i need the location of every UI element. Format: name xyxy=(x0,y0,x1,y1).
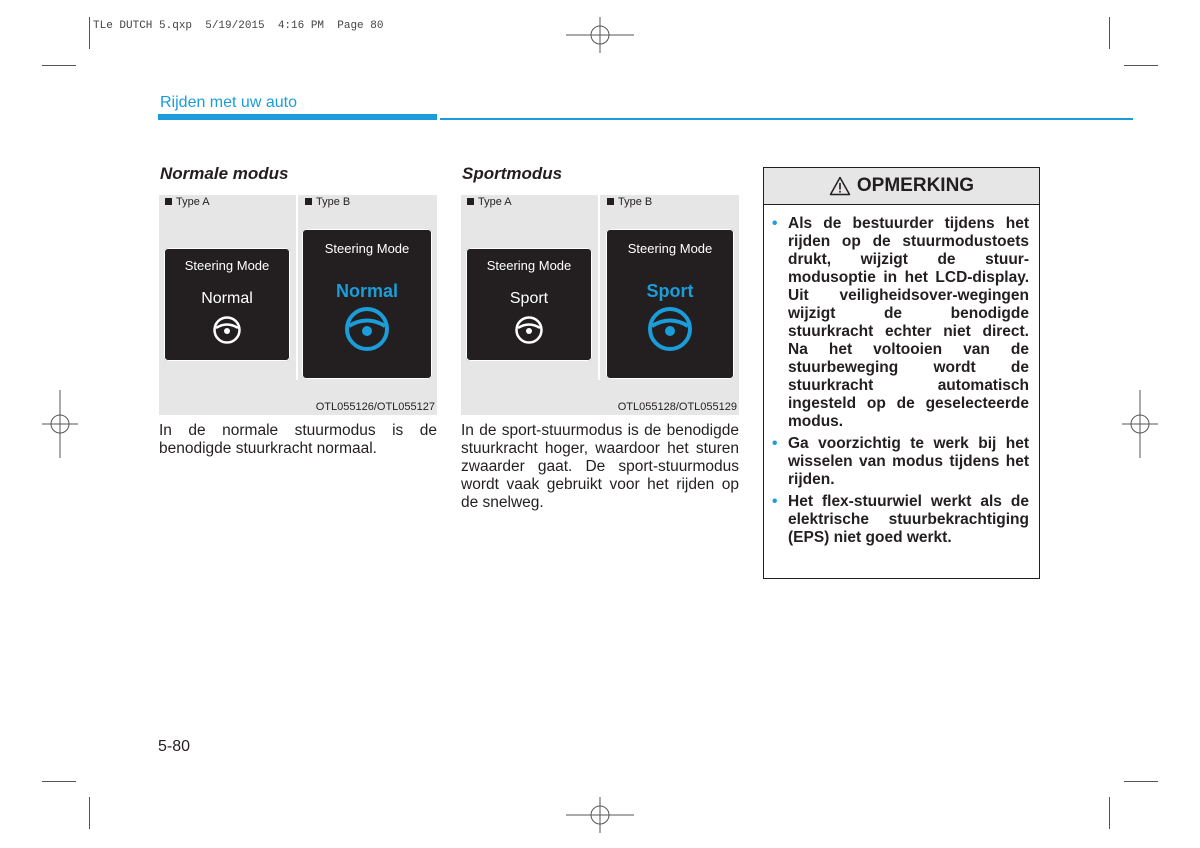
note-box xyxy=(763,167,1040,579)
note-title: OPMERKING xyxy=(856,175,975,196)
screen-title: Steering Mode xyxy=(184,258,270,273)
steering-wheel-icon xyxy=(212,315,242,345)
print-slug: TLe DUTCH 5.qxp 5/19/2015 4:16 PM Page 80 xyxy=(93,20,384,32)
steering-wheel-icon xyxy=(514,315,544,345)
registration-mark-icon xyxy=(566,797,634,833)
type-a-label: Type A xyxy=(165,196,210,208)
lcd-screen-type-a xyxy=(466,248,592,361)
mode-label: Normal xyxy=(201,290,253,307)
image-code: OTL055128/OTL055129 xyxy=(617,401,737,413)
mode-label: Normal xyxy=(335,281,398,301)
normal-illustration-panel xyxy=(159,195,437,415)
warning-icon xyxy=(829,176,851,196)
screen-title: Steering Mode xyxy=(627,241,713,256)
image-code: OTL055126/OTL055127 xyxy=(315,401,435,413)
screen-title: Steering Mode xyxy=(486,258,572,273)
steering-wheel-icon xyxy=(343,305,391,353)
registration-mark-icon xyxy=(1122,390,1158,458)
panel-divider xyxy=(598,195,600,380)
normal-mode-description: In de normale stuurmodus is de benodigde stuurkracht normaal. xyxy=(159,422,437,457)
registration-mark-icon xyxy=(42,390,78,458)
lcd-screen-type-b xyxy=(302,229,432,379)
lcd-screen-type-b xyxy=(606,229,734,379)
steering-wheel-icon xyxy=(646,305,694,353)
type-b-label: Type B xyxy=(305,196,350,208)
registration-mark-icon xyxy=(566,17,634,53)
sport-illustration-panel xyxy=(461,195,739,415)
note-list xyxy=(772,215,1029,551)
panel-divider xyxy=(296,195,298,380)
screen-title: Steering Mode xyxy=(324,241,410,256)
note-item: • Het flex-stuurwiel werkt als de elektrische stuurbekrachtiging (EPS) niet goed werkt. xyxy=(772,493,1029,546)
note-item: • Als de bestuurder tijdens het rijden op de stuurmodustoets drukt, wijzigt de stuur-modusoptie in het LCD-display. Uit veiligheidsover-wegingen wijzigt de benodigde stuurkracht echter niet direct. Na het voltooien van de stuurbeweging wordt de stuurkracht automatisch ingesteld op de geselecteerde modus. xyxy=(772,215,1029,430)
normal-mode-heading: Normale modus xyxy=(160,164,289,183)
mode-label: Sport xyxy=(646,281,694,301)
mode-label: Sport xyxy=(509,290,549,307)
header-rule-thin xyxy=(440,118,1133,120)
type-a-label: Type A xyxy=(467,196,512,208)
note-item: • Ga voorzichtig te werk bij het wisselen van modus tijdens het rijden. xyxy=(772,435,1029,488)
section-title: Rijden met uw auto xyxy=(160,94,297,111)
type-b-label: Type B xyxy=(607,196,652,208)
sport-mode-description: In de sport-stuurmodus is de benodigde stuurkracht hoger, waardoor het sturen zwaarder gaat. De sport-stuurmodus wordt vaak gebruikt voor het rijden op de snelweg. xyxy=(461,422,739,511)
header-rule-thick xyxy=(158,114,437,120)
note-header xyxy=(764,168,1039,205)
lcd-screen-type-a xyxy=(164,248,290,361)
sport-mode-heading: Sportmodus xyxy=(462,164,563,183)
page-number: 5-80 xyxy=(158,738,191,755)
